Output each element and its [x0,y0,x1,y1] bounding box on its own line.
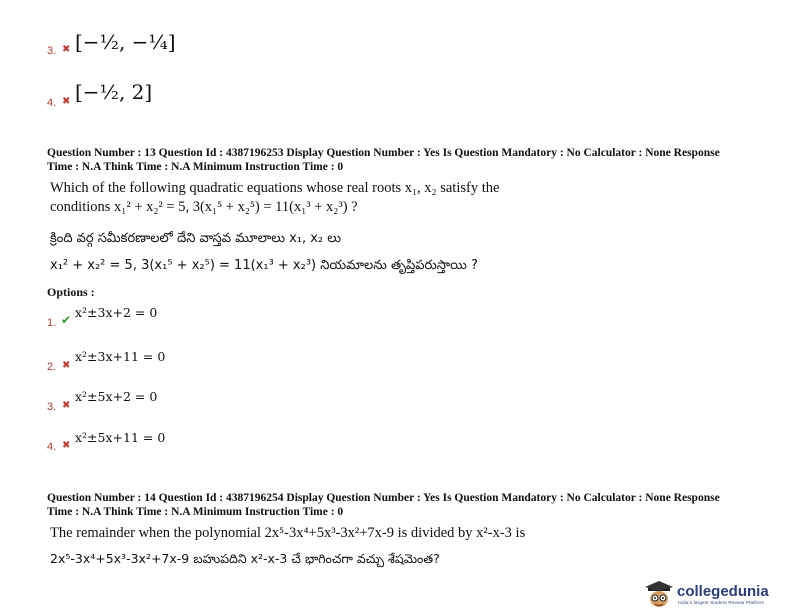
wrong-cross-icon: ✖ [62,400,71,411]
collegedunia-logo [644,581,790,609]
mascot-icon [644,581,674,609]
q13-telugu-line-1: క్రింది వర్గ సమీకరణాలలో దేని వాస్తవ మూలాలు x₁, x₂ లు [50,231,341,246]
prev-option-4-number: 4. [47,97,57,109]
q13-question-line-2: conditions x₁² + x₂² = 5, 3(x₁⁵ + x₂⁵) = 11(x₁³ + x₂³) ? [50,199,358,215]
q14-question-line-1: The remainder when the polynomial 2x⁵-3x⁴+5x³-3x²+7x-9 is divided by x²-x-3 is [50,525,526,541]
wrong-cross-icon: ✖ [62,96,71,107]
q13-meta-line-1: Question Number : 13 Question Id : 4387196253 Display Question Number : Yes Is Question Mandatory : No Calculator : None Response [47,147,720,159]
correct-check-icon: ✔ [61,313,72,327]
q14-telugu-line-1: 2x⁵-3x⁴+5x³-3x²+7x-9 బహుపదిని x²-x-3 చే భాగించగా వచ్చు శేషమెంత? [50,551,440,566]
wrong-cross-icon: ✖ [62,440,71,451]
q13-option-1-number: 1. [47,317,57,329]
prev-option-4-text: [−½, 2] [75,80,153,104]
q13-meta-line-2: Time : N.A Think Time : N.A Minimum Instruction Time : 0 [47,161,344,173]
logo-tagline: India's largest Student Review Platform [678,600,765,605]
wrong-cross-icon: ✖ [62,44,71,55]
q13-option-3-number: 3. [47,401,57,413]
q13-option-4-text: x²±5x+11 = 0 [75,430,166,445]
q13-option-2-text: x²±3x+11 = 0 [75,349,166,364]
q13-option-4-number: 4. [47,441,57,453]
q13-telugu-line-2: x₁² + x₂² = 5, 3(x₁⁵ + x₂⁵) = 11(x₁³ + x₂³) నియమాలను తృప్తిపరుస్తాయి ? [50,258,478,273]
logo-wordmark: collegedunia [677,583,769,600]
q14-meta-line-1: Question Number : 14 Question Id : 4387196254 Display Question Number : Yes Is Question Mandatory : No Calculator : None Response [47,492,720,504]
prev-option-3-number: 3. [47,45,57,57]
q13-option-1-text: x²±3x+2 = 0 [75,305,158,320]
q13-option-2-number: 2. [47,361,57,373]
q13-options-label: Options : [47,285,95,299]
q13-option-3-text: x²±5x+2 = 0 [75,389,158,404]
q14-meta-line-2: Time : N.A Think Time : N.A Minimum Instruction Time : 0 [47,506,344,518]
q13-question-line-1: Which of the following quadratic equations whose real roots x₁, x₂ satisfy the [50,180,500,196]
prev-option-3-text: [−½, −¼] [75,30,176,54]
wrong-cross-icon: ✖ [62,360,71,371]
